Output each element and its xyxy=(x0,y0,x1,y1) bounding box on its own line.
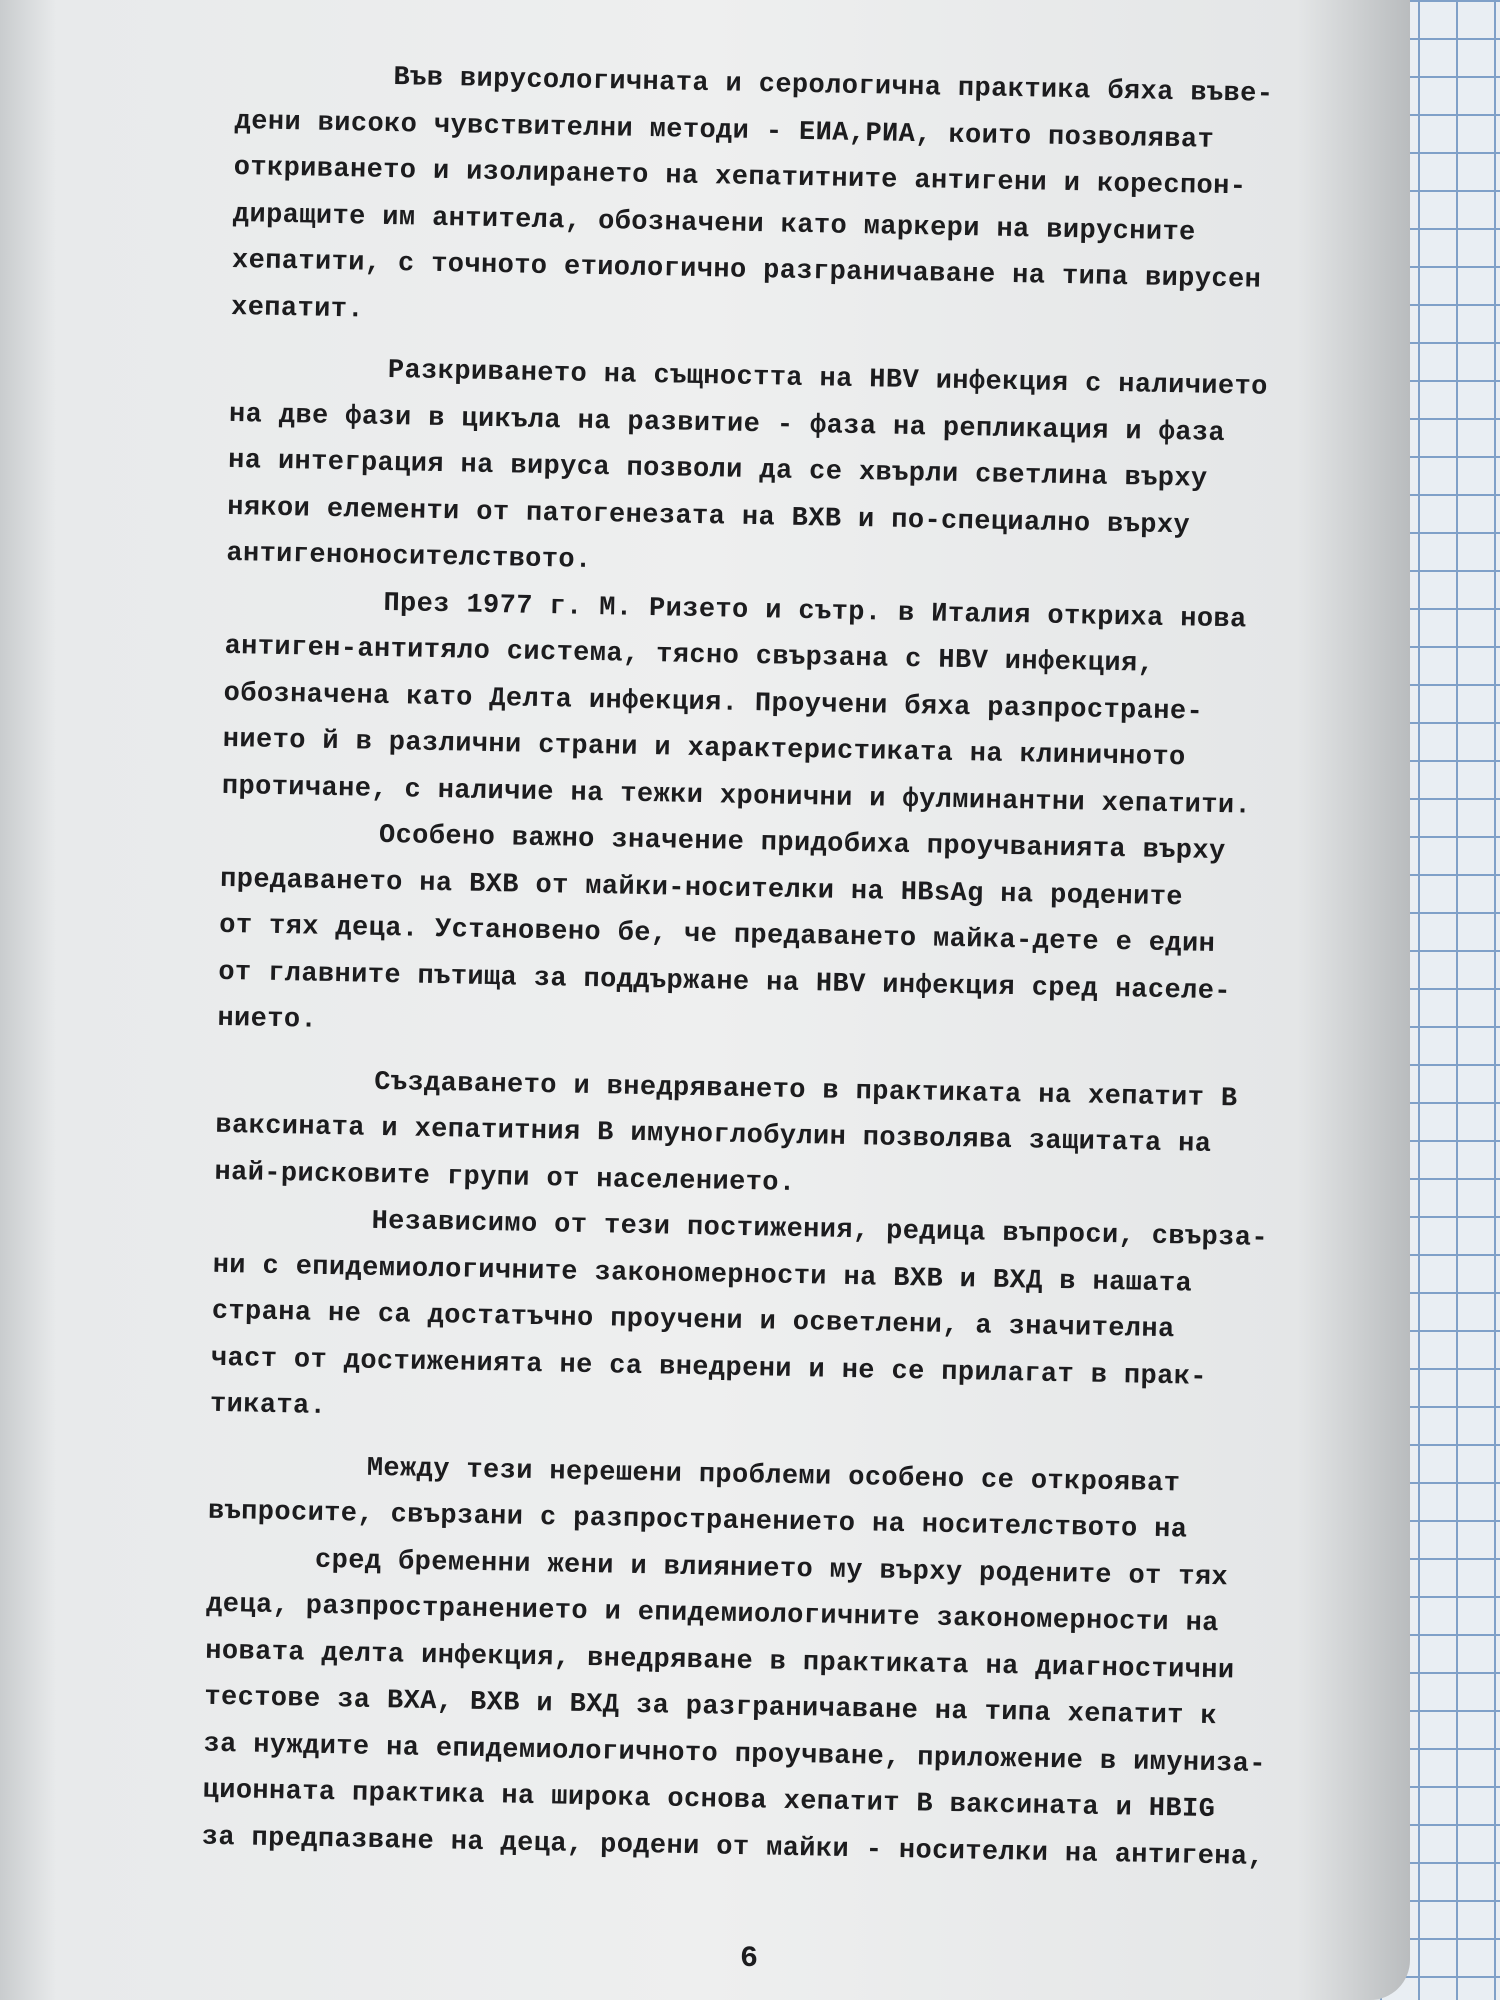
text-line: протичане, с наличие на тежки хронични и фулминантни хепатити. xyxy=(221,771,1252,822)
text-line: ни с епидемиологичните закономерности на ВХВ и ВХД в нашата xyxy=(212,1250,1193,1300)
text-line: на две фази в цикъла на развитие - фаза на репликация и фаза xyxy=(228,399,1226,449)
text-line: предаването на ВХВ от майки-носителки на HBsAg на родените xyxy=(219,864,1184,913)
text-line: ваксината и хепатитния В имуноглобулин позволява защитата на xyxy=(215,1110,1212,1160)
text-line: нието. xyxy=(217,1003,318,1036)
text-line: за предпазване на деца, родени от майки - носителки на антигена, xyxy=(201,1822,1265,1873)
text-line: тестове за ВХА, ВХВ и ВХД за разграничаване на типа хепатит к xyxy=(204,1682,1218,1733)
page-number: 6 xyxy=(740,1942,759,1976)
text-line: някои елементи от патогенезата на ВХВ и по-специално върху xyxy=(226,492,1191,541)
text-line: Във вирусологичната и серологична практика бяха въве- xyxy=(393,63,1274,110)
text-line: Между тези нерешени проблеми особено се открояват xyxy=(366,1453,1181,1499)
text-line: хепатит. xyxy=(230,292,365,326)
text-line: най-рисковите групи от населението. xyxy=(214,1157,796,1199)
text-line: част от достиженията не са внедрени и не се прилагат в прак- xyxy=(210,1343,1208,1393)
text-line: диращите им антитела, обозначени като маркери на вирусните xyxy=(232,199,1196,248)
text-line: въпросите, свързани с разпространението на носителството на xyxy=(207,1496,1188,1546)
text-line: Разкриването на същността на HBV инфекция с наличието xyxy=(387,355,1268,403)
text-line: нието й в различни страни и характеристиката на клиничното xyxy=(222,724,1186,774)
text-line: за нуждите на епидемиологичното проучване, приложение в имуниза- xyxy=(203,1729,1267,1780)
text-line: страна не са достатъчно проучени и осветлени, а значителна xyxy=(211,1296,1175,1346)
text-line: от тях деца. Установено бе, че предаването майка-дете е един xyxy=(218,910,1216,960)
text-line: откриването и изолирането на хепатитните антигени и кореспон- xyxy=(233,152,1247,203)
text-line: хепатити, с точното етиологично разграничаване на типа вирусен xyxy=(231,245,1262,296)
text-line: новата делта инфекция, внедряване в практиката на диагностични xyxy=(205,1636,1235,1686)
text-line: дени високо чувствителни методи - ЕИА,РИА, които позволяват xyxy=(234,106,1215,156)
text-line: Независимо от тези постижения, редица въпроси, свърза- xyxy=(371,1206,1269,1255)
text-line: на интеграция на вируса позволи да се хвърли светлина върху xyxy=(227,445,1208,495)
body-text xyxy=(201,52,1366,1882)
text-line: деца, разпространението и епидемиологичните закономерности на xyxy=(205,1589,1220,1640)
text-line: обозначена като Делта инфекция. Проучени бяха разпростране- xyxy=(223,678,1204,728)
text-line: ционната практика на широка основа хепатит В ваксината и HBIG xyxy=(202,1775,1216,1826)
text-line: Особено важно значение придобиха проучванията върху xyxy=(378,820,1226,868)
text-line: сред бременни жени и влиянието му върху родените от тях xyxy=(314,1545,1229,1593)
text-line: През 1977 г. М. Ризето и сътр. в Италия откриха нова xyxy=(383,588,1247,636)
text-line: антиген-антитяло система, тясно свързана с HBV инфекция, xyxy=(224,631,1155,680)
text-line: от главните пътища за поддържане на HBV инфекция сред населе- xyxy=(218,957,1232,1007)
text-line: антигеноносителството. xyxy=(226,538,592,576)
text-line: тиката. xyxy=(209,1389,327,1422)
text-line: Създаването и внедряването в практиката на хепатит В xyxy=(373,1067,1238,1114)
